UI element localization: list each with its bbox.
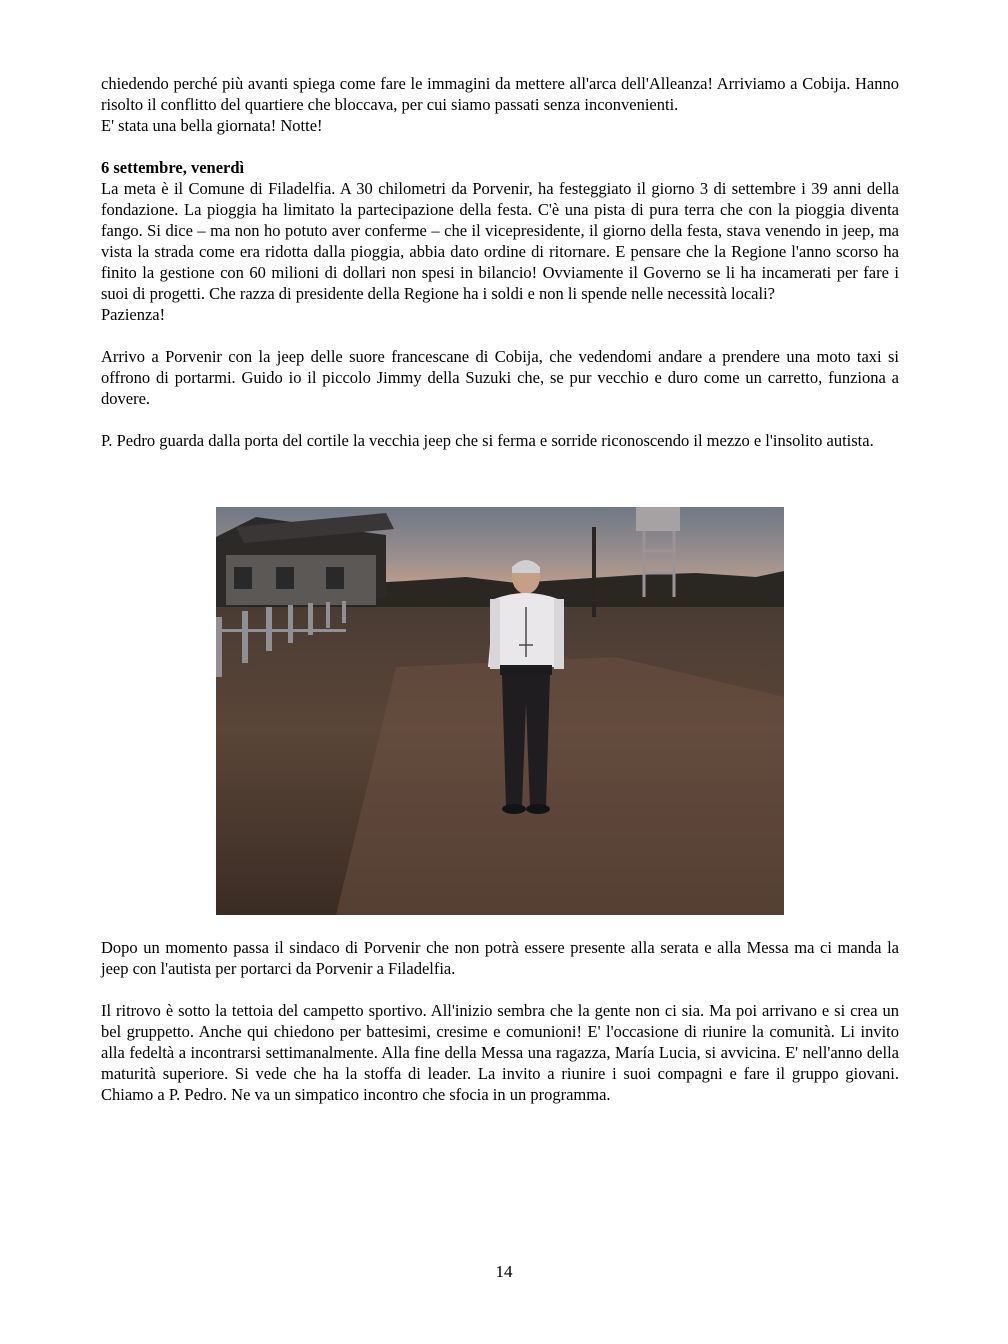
- page-number: 14: [495, 1262, 513, 1281]
- paragraph-1b: E' stata una bella giornata! Notte!: [101, 116, 323, 135]
- text-block-top: [101, 73, 899, 451]
- photo-priest-at-dusk: [216, 507, 784, 915]
- text-block-bottom: [101, 937, 899, 1105]
- paragraph-3: Arrivo a Porvenir con la jeep delle suore francescane di Cobija, che vedendomi andare a prendere una moto taxi si offrono di portarmi. Guido io il piccolo Jimmy della Suzuki che, se pur vecchio e duro come un carretto, funziona a dovere.: [101, 347, 899, 408]
- paragraph-6: Il ritrovo è sotto la tettoia del campetto sportivo. All'inizio sembra che la gente non ci sia. Ma poi arrivano e si crea un bel gruppetto. Anche qui chiedono per battesimi, cresime e comunioni! E' l'occasione di riunire la comunità. Li invito alla fedeltà a incontrarsi settimanalmente. Alla fine della Messa una ragazza, María Lucia, si avvicina. E' nell'anno della maturità superiore. Si vede che ha la stoffa di leader. La invito a riunire i suoi compagni e fare il gruppo giovani. Chiamo a P. Pedro. Ne va un simpatico incontro che sfocia in un programma.: [101, 1001, 899, 1104]
- section-heading: 6 settembre, venerdì: [101, 158, 245, 177]
- paragraph-4: P. Pedro guarda dalla porta del cortile la vecchia jeep che si ferma e sorride riconoscendo il mezzo e l'insolito autista.: [101, 431, 874, 450]
- paragraph-5: Dopo un momento passa il sindaco di Porvenir che non potrà essere presente alla serata e alla Messa ma ci manda la jeep con l'autista per portarci da Porvenir a Filadelfia.: [101, 938, 899, 978]
- paragraph-2: La meta è il Comune di Filadelfia. A 30 chilometri da Porvenir, ha festeggiato il giorno 3 di settembre i 39 anni della fondazione. La pioggia ha limitato la partecipazione della festa. C'è una pista di pura terra che con la pioggia diventa fango. Si dice – ma non ho potuto aver conferme – che il vicepresidente, il giorno della festa, stava venendo in jeep, ma vista la strada come era ridotta dalla pioggia, abbia dato ordine di ritornare. E pensare che la Regione l'anno scorso ha finito la gestione con 60 milioni di dollari non spesi in bilancio! Ovviamente il Governo se li ha incamerati per fare i suoi di progetti. Che razza di presidente della Regione ha i soldi e non li spende nelle necessità locali?: [101, 179, 899, 303]
- paragraph-2b: Pazienza!: [101, 305, 166, 324]
- paragraph-1: chiedendo perché più avanti spiega come fare le immagini da mettere all'arca dell'Alleanza! Arriviamo a Cobija. Hanno risolto il conflitto del quartiere che bloccava, per cui siamo passati senza inconvenienti.: [101, 74, 899, 114]
